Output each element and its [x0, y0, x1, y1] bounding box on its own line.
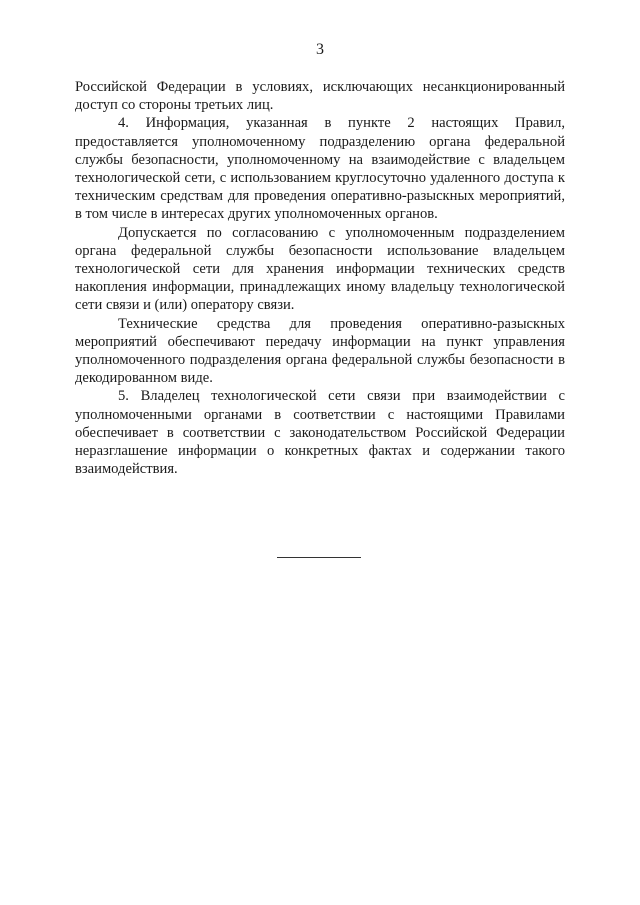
paragraph-clause-4: 4. Информация, указанная в пункте 2 настоящих Правил, предоставляется уполномоченному подразделению органа федеральной службы безопасности, уполномоченному на взаимодействие с владельцем технологической сети, с использованием круглосуточно удаленного доступа к техническим средствам для проведения оперативно-разыскных мероприятий, в том числе в интересах других уполномоченных органов. [75, 115, 565, 223]
end-of-document-rule [277, 557, 361, 558]
paragraph-clause-5: 5. Владелец технологической сети связи при взаимодействии с уполномоченными органами в соответствии с настоящими Правилами обеспечивает в соответствии с законодательством Российской Федерации неразглашение информации о конкретных фактах и содержании такого взаимодействия. [75, 388, 565, 478]
document-body [75, 78, 565, 478]
paragraph-continuation: Российской Федерации в условиях, исключающих несанкционированный доступ со стороны третьих лиц. [75, 79, 565, 114]
page-number: 3 [316, 41, 324, 58]
paragraph-storage-permission: Допускается по согласованию с уполномоченным подразделением органа федеральной службы безопасности использование владельцем технологической сети для хранения информации технических средств накопления информации, принадлежащих иному владельцу технологической сети связи и (или) оператору связи. [75, 224, 565, 314]
paragraph-technical-means: Технические средства для проведения оперативно-разыскных мероприятий обеспечивают передачу информации на пункт управления уполномоченного подразделения органа федеральной службы безопасности в декодированном виде. [75, 315, 565, 387]
